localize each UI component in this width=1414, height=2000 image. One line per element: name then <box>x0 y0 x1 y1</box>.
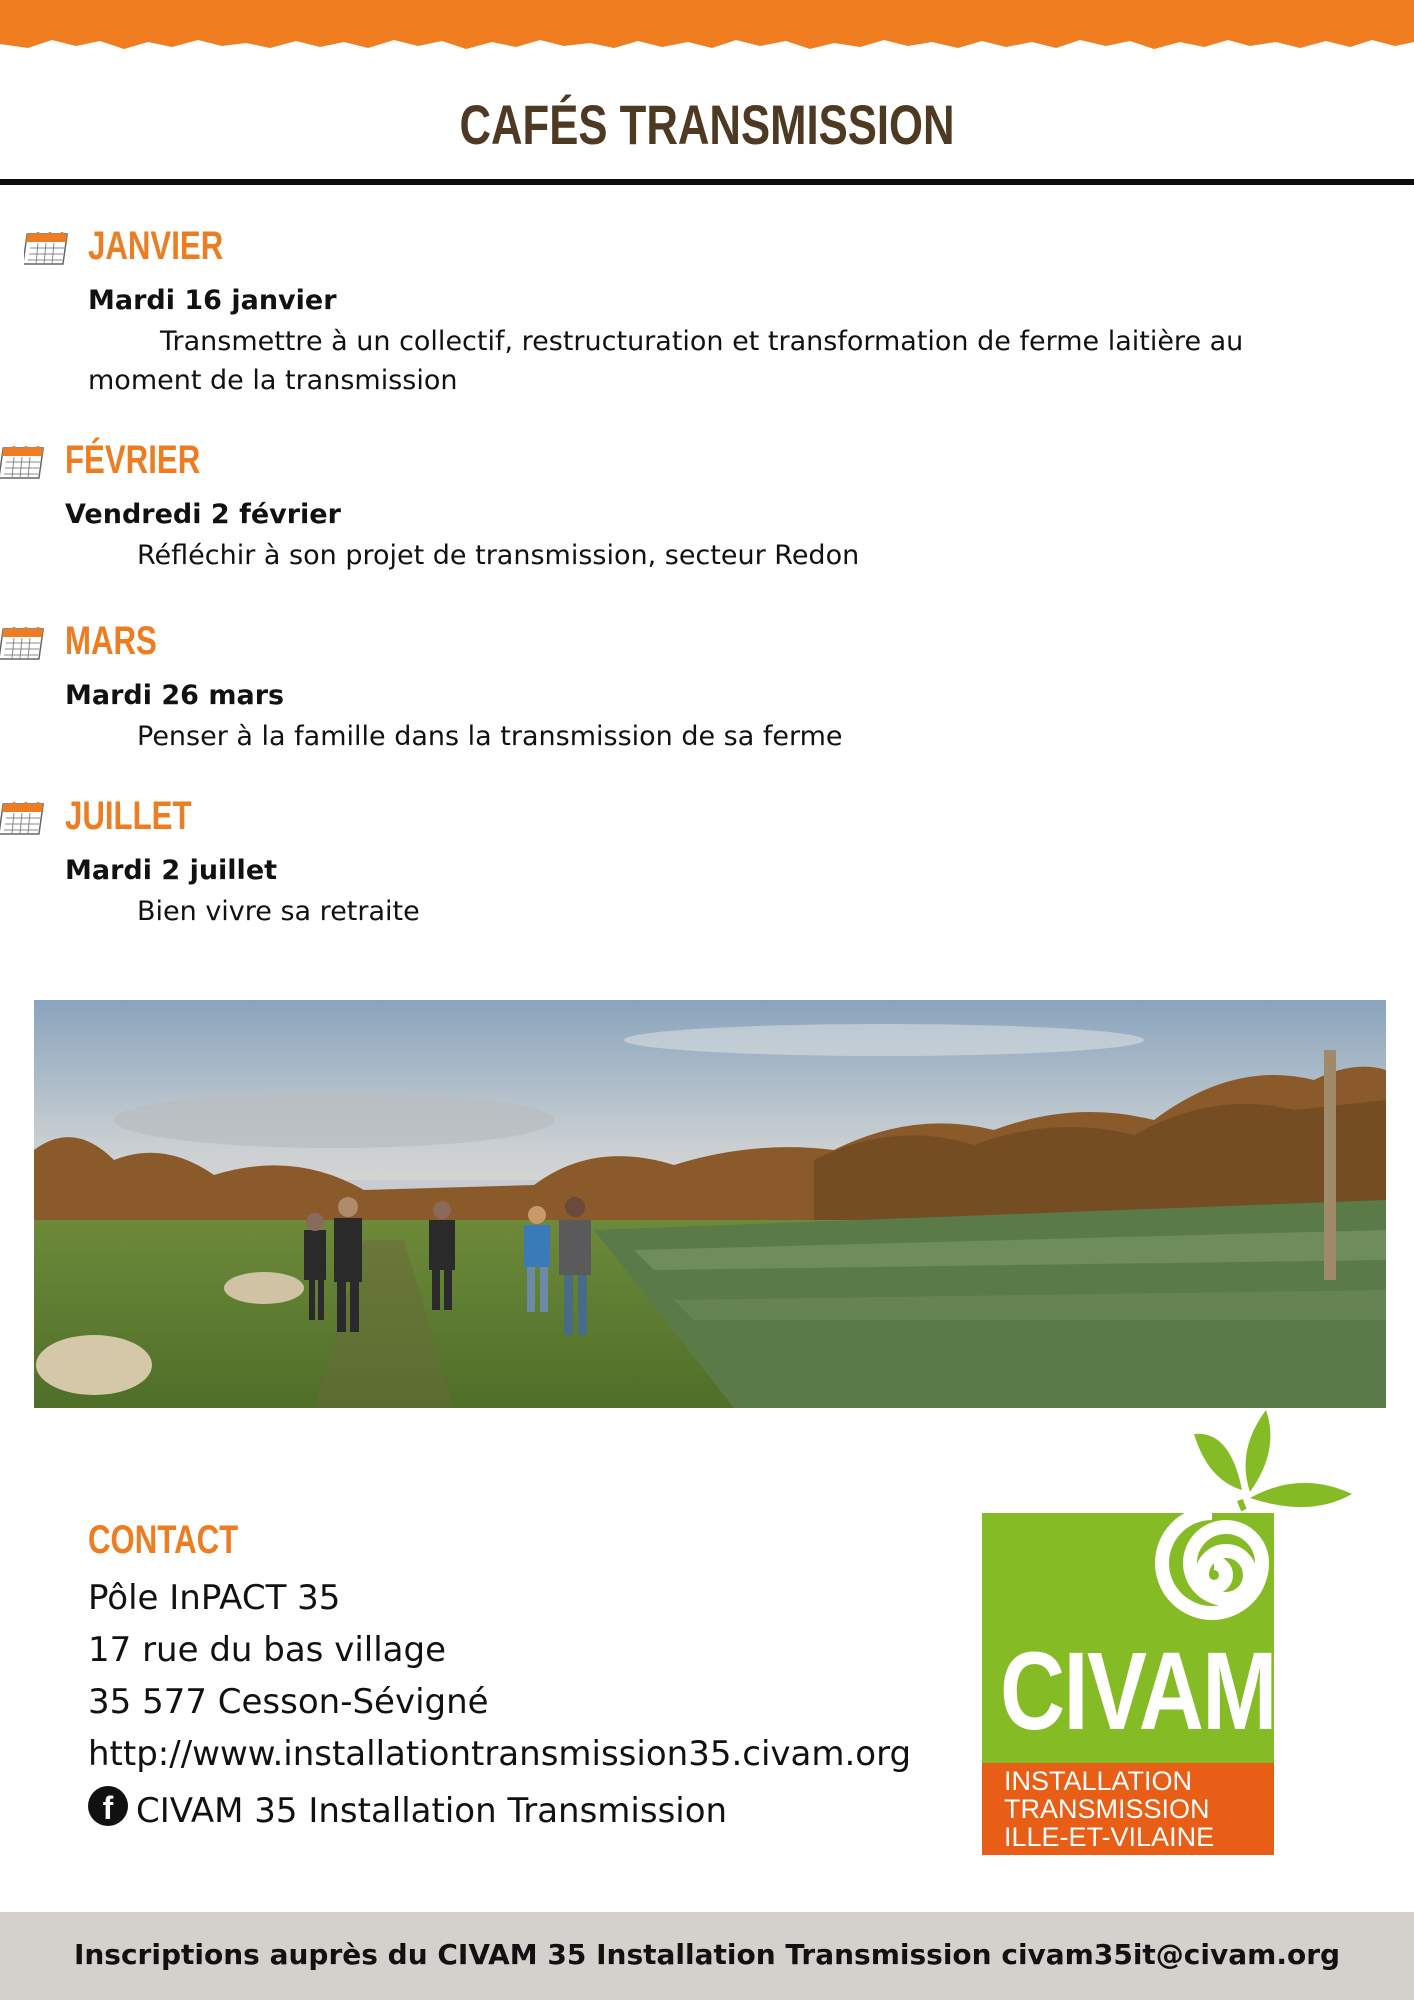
event-date: Mardi 2 juillet <box>65 855 278 886</box>
event-description: Transmettre à un collectif, restructuration et transformation de ferme laitière au <box>160 326 1244 357</box>
logo-line-1: INSTALLATION <box>1004 1766 1193 1796</box>
logo-line-2: TRANSMISSION <box>1004 1794 1210 1824</box>
event-description: Réfléchir à son projet de transmission, secteur Redon <box>137 540 860 571</box>
contact-city: 35 577 Cesson-Sévigné <box>88 1682 489 1722</box>
contact-facebook-link[interactable] <box>88 1786 727 1831</box>
logo-orange-band <box>982 1763 1274 1855</box>
facebook-label: CIVAM 35 Installation Transmission <box>136 1791 728 1831</box>
month-heading-janvier: JANVIER <box>88 224 224 268</box>
event-date: Mardi 16 janvier <box>88 285 337 316</box>
event-date: Vendredi 2 février <box>65 499 341 530</box>
footer-registration-text: Inscriptions auprès du CIVAM 35 Installation Transmission civam35it@civam.org <box>73 1938 1341 1971</box>
contact-website-link[interactable]: http://www.installationtransmission35.civam.org <box>88 1734 912 1774</box>
event-date: Mardi 26 mars <box>65 680 285 711</box>
event-description: Bien vivre sa retraite <box>137 896 420 927</box>
event-description: Penser à la famille dans la transmission de sa ferme <box>137 721 843 752</box>
contact-heading: CONTACT <box>88 1518 239 1562</box>
logo-line-3: ILLE-ET-VILAINE <box>1004 1822 1215 1852</box>
footer-bar <box>0 1912 1414 2000</box>
contact-org: Pôle InPACT 35 <box>88 1578 341 1618</box>
event-description-continued: moment de la transmission <box>88 365 458 396</box>
month-heading-juillet: JUILLET <box>65 794 192 838</box>
title-divider <box>0 179 1414 185</box>
month-heading-fevrier: FÉVRIER <box>65 438 201 482</box>
contact-street: 17 rue du bas village <box>88 1630 446 1670</box>
calendar-icon <box>0 798 50 838</box>
calendar-icon <box>0 623 50 663</box>
logo-green-panel <box>982 1513 1274 1763</box>
facebook-icon: f <box>88 1786 128 1826</box>
torn-paper-header <box>0 0 1414 60</box>
spiral-icon <box>1142 1493 1274 1623</box>
calendar-icon <box>24 228 74 268</box>
farm-field-photo <box>34 1000 1386 1408</box>
calendar-icon <box>0 442 50 482</box>
page-title: CAFÉS TRANSMISSION <box>459 93 955 156</box>
civam-logo <box>980 1410 1360 1860</box>
month-heading-mars: MARS <box>65 619 157 663</box>
logo-wordmark: CIVAM <box>1000 1630 1276 1753</box>
